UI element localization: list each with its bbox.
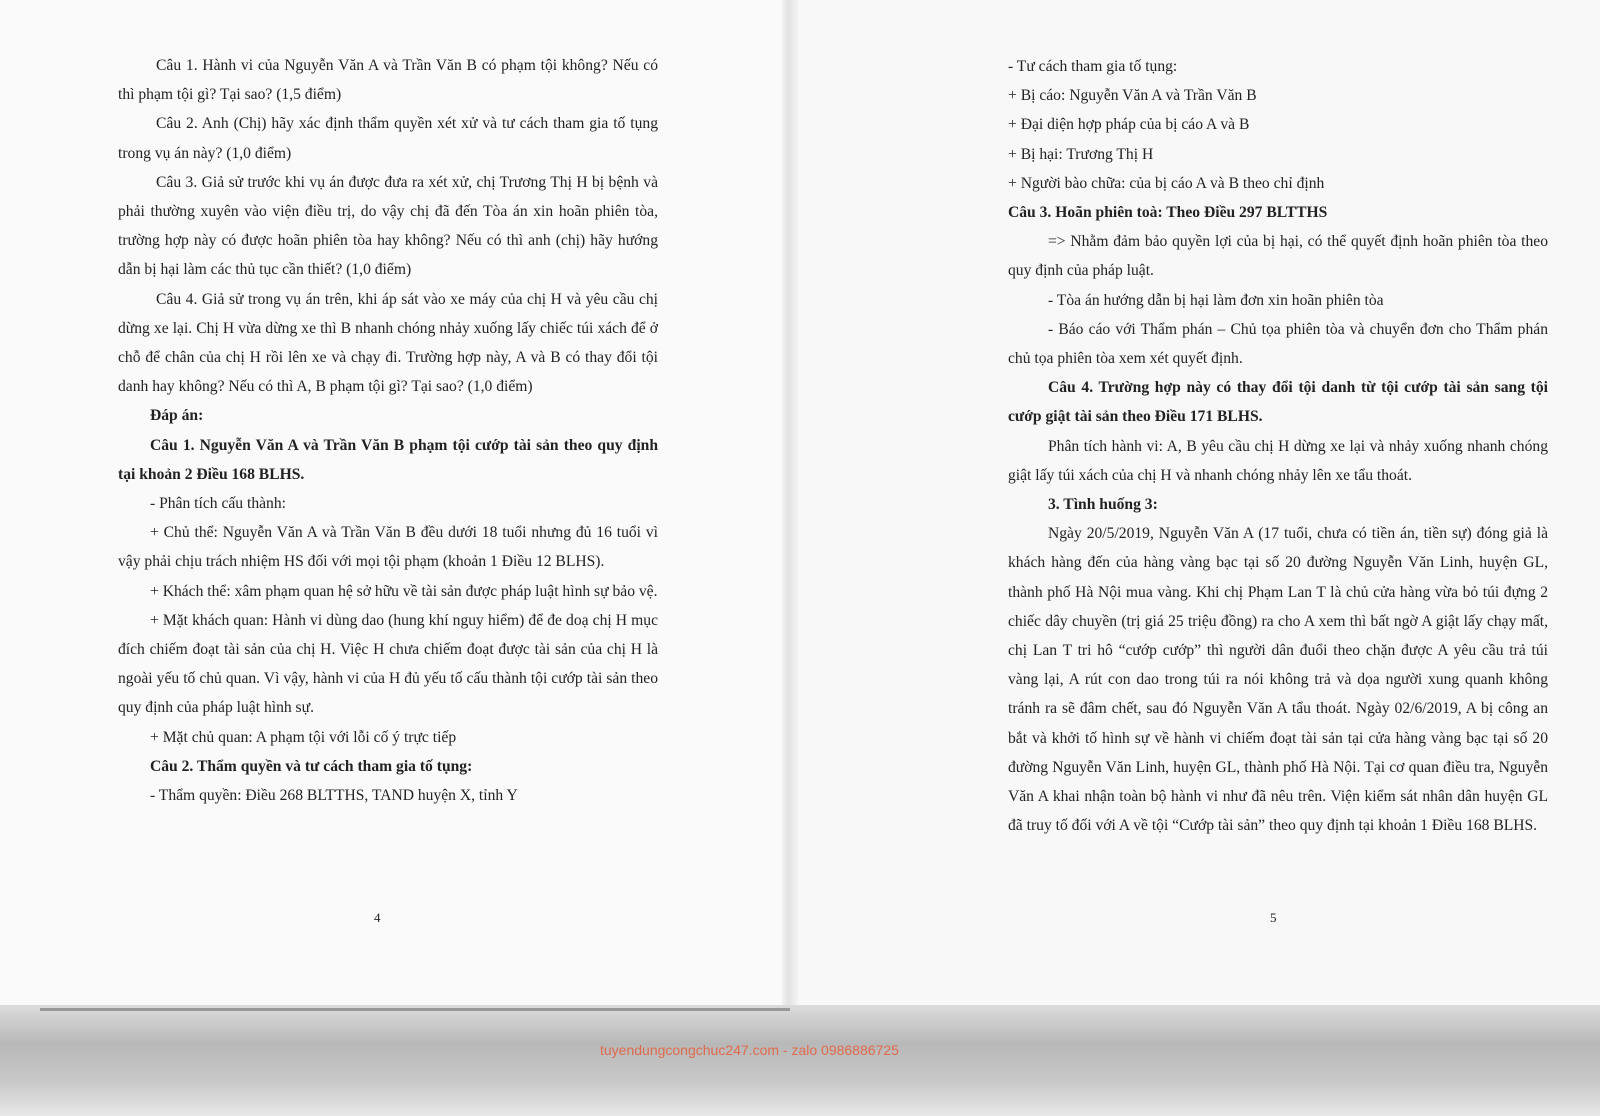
page-number-left: 4 [374, 910, 381, 925]
book-gutter [782, 0, 798, 1116]
question-2: Câu 2. Anh (Chị) hãy xác định thẩm quyền xét xử và tư cách tham gia tố tụng trong vụ án này? (1,0 điểm) [118, 115, 658, 162]
scan-shadow [0, 1005, 1600, 1116]
right-page-text [1008, 52, 1548, 840]
question-3: Câu 3. Giả sử trước khi vụ án được đưa ra xét xử, chị Trương Thị H bị bệnh và phải thường xuyên vào viện điều trị, do vậy chị đã đến Tòa án xin hoãn phiên tòa, trường hợp này có được hoãn phiên tòa hay không? Nếu có thì anh (chị) hãy hướng dẫn bị hại làm các thủ tục cần thiết? (1,0 điểm) [118, 173, 658, 279]
jurisdiction-paragraph: - Thẩm quyền: Điều 268 BLTTHS, TAND huyện X, tỉnh Y [150, 787, 518, 805]
court-guidance-line: - Tòa án hướng dẫn bị hại làm đơn xin hoãn phiên tòa [1048, 291, 1384, 309]
victim-line: + Bị hại: Trương Thị H [1008, 145, 1154, 163]
answer-3-heading: Câu 3. Hoãn phiên toà: Theo Điều 297 BLTTHS [1008, 204, 1328, 222]
defense-counsel-line: + Người bào chữa: của bị cáo A và B theo chỉ định [1008, 174, 1325, 192]
analysis-label: - Phân tích cấu thành: [150, 495, 286, 513]
answer-4-heading: Câu 4. Trường hợp này có thay đổi tội danh từ tội cướp tài sản sang tội cướp giật tài sản theo Điều 171 BLHS. [1008, 379, 1548, 426]
case-3-paragraph: Ngày 20/5/2019, Nguyễn Văn A (17 tuổi, chưa có tiền án, tiền sự) đóng giả là khách hàng đến của hàng vàng bạc tại số 20 đường Nguyễn Văn Linh, huyện GL, thành phố Hà Nội mua vàng. Khi chị Phạm Lan T là chủ cửa hàng vừa bỏ túi đựng 2 chiếc dây chuyền (trị giá 25 triệu đồng) ra cho A xem thì bất ngờ A giật lấy chạy mất, chị Lan T tri hô “cướp cướp” thì người dân đuổi theo chặn được A yêu cầu trả túi vàng lại, A rút con dao trong túi ra nói không trả và dọa người xung quanh không tránh ra sẽ đâm chết, sau đó Nguyễn Văn A tẩu thoát. Ngày 02/6/2019, A bị công an bắt và khởi tố hình sự về hành vi chiếm đoạt tài sản tại cửa hàng vàng bạc tại số 20 đường Nguyễn Văn Linh, huyện GL, thành phố Hà Nội. Tại cơ quan điều tra, Nguyễn Văn A khai nhận toàn bộ hành vi như đã nêu trên. Viện kiểm sát nhân dân huyện GL đã truy tố đối với A về tội “Cướp tài sản” theo quy định tại khoản 1 Điều 168 BLHS. [1008, 525, 1548, 835]
right-page [790, 0, 1600, 1116]
objective-aspect-paragraph: + Mặt khách quan: Hành vi dùng dao (hung khí nguy hiểm) để đe doạ chị H mục đích chiếm đoạt tài sản của chị H. Việc H chưa chiếm đoạt được tài sản của chị H là ngoài yếu tố chủ quan. Vì vậy, hành vi của H đủ yếu tố cấu thành tội cướp tài sản theo quy định của pháp luật hình sự. [118, 611, 658, 717]
left-page-text [118, 51, 658, 810]
behavior-analysis-paragraph: Phân tích hành vi: A, B yêu cầu chị H dừng xe lại và nhảy xuống nhanh chóng giật lấy túi xách của chị H và nhanh chóng nhảy lên xe tẩu thoát. [1008, 437, 1548, 484]
question-1: Câu 1. Hành vi của Nguyễn Văn A và Trần Văn B có phạm tội không? Nếu có thì phạm tội gì? Tại sao? (1,5 điểm) [118, 57, 658, 104]
answer-2-heading: Câu 2. Thẩm quyền và tư cách tham gia tố tụng: [150, 757, 473, 775]
subjective-aspect-paragraph: + Mặt chủ quan: A phạm tội với lỗi cố ý trực tiếp [150, 728, 457, 746]
watermark: tuyendungcongchuc247.com - zalo 0986886725 [600, 1042, 899, 1058]
participant-status-label: - Tư cách tham gia tố tụng: [1008, 58, 1178, 75]
question-4: Câu 4. Giả sử trong vụ án trên, khi áp sát vào xe máy của chị H và yêu cầu chị dừng xe lại. Chị H vừa dừng xe thì B nhanh chóng nhảy xuống lấy chiếc túi xách để ở chỗ để chân của chị H rồi lên xe và chạy đi. Trường hợp này, A và B có thay đổi tội danh hay không? Nếu có thì A, B phạm tội gì? Tại sao? (1,0 điểm) [118, 290, 658, 396]
case-3-heading: 3. Tình huống 3: [1048, 496, 1158, 514]
answer-heading: Đáp án: [150, 407, 204, 425]
postponement-paragraph: => Nhằm đảm bảo quyền lợi của bị hại, có thể quyết định hoãn phiên tòa theo quy định của pháp luật. [1008, 233, 1548, 280]
page-number-right: 5 [1270, 910, 1277, 925]
legal-representative-line: + Đại diện hợp pháp của bị cáo A và B [1008, 116, 1250, 134]
answer-1-heading: Câu 1. Nguyễn Văn A và Trần Văn B phạm tội cướp tài sản theo quy định tại khoản 2 Điều 168 BLHS. [118, 436, 658, 483]
report-judge-paragraph: - Báo cáo với Thẩm phán – Chủ tọa phiên tòa và chuyển đơn cho Thẩm phán chủ tọa phiên tòa xem xét quyết định. [1008, 320, 1548, 368]
subject-paragraph: + Chủ thể: Nguyễn Văn A và Trần Văn B đều dưới 18 tuổi nhưng đủ 16 tuổi vì vậy phải chịu trách nhiệm HS đối với mọi tội phạm (khoản 1 Điều 12 BLHS). [118, 524, 658, 571]
object-paragraph: + Khách thể: xâm phạm quan hệ sở hữu về tài sản được pháp luật hình sự bảo vệ. [150, 582, 658, 600]
scan-edge-line [40, 1008, 790, 1011]
left-page [0, 0, 790, 1116]
defendant-line: + Bị cáo: Nguyễn Văn A và Trần Văn B [1008, 87, 1257, 105]
